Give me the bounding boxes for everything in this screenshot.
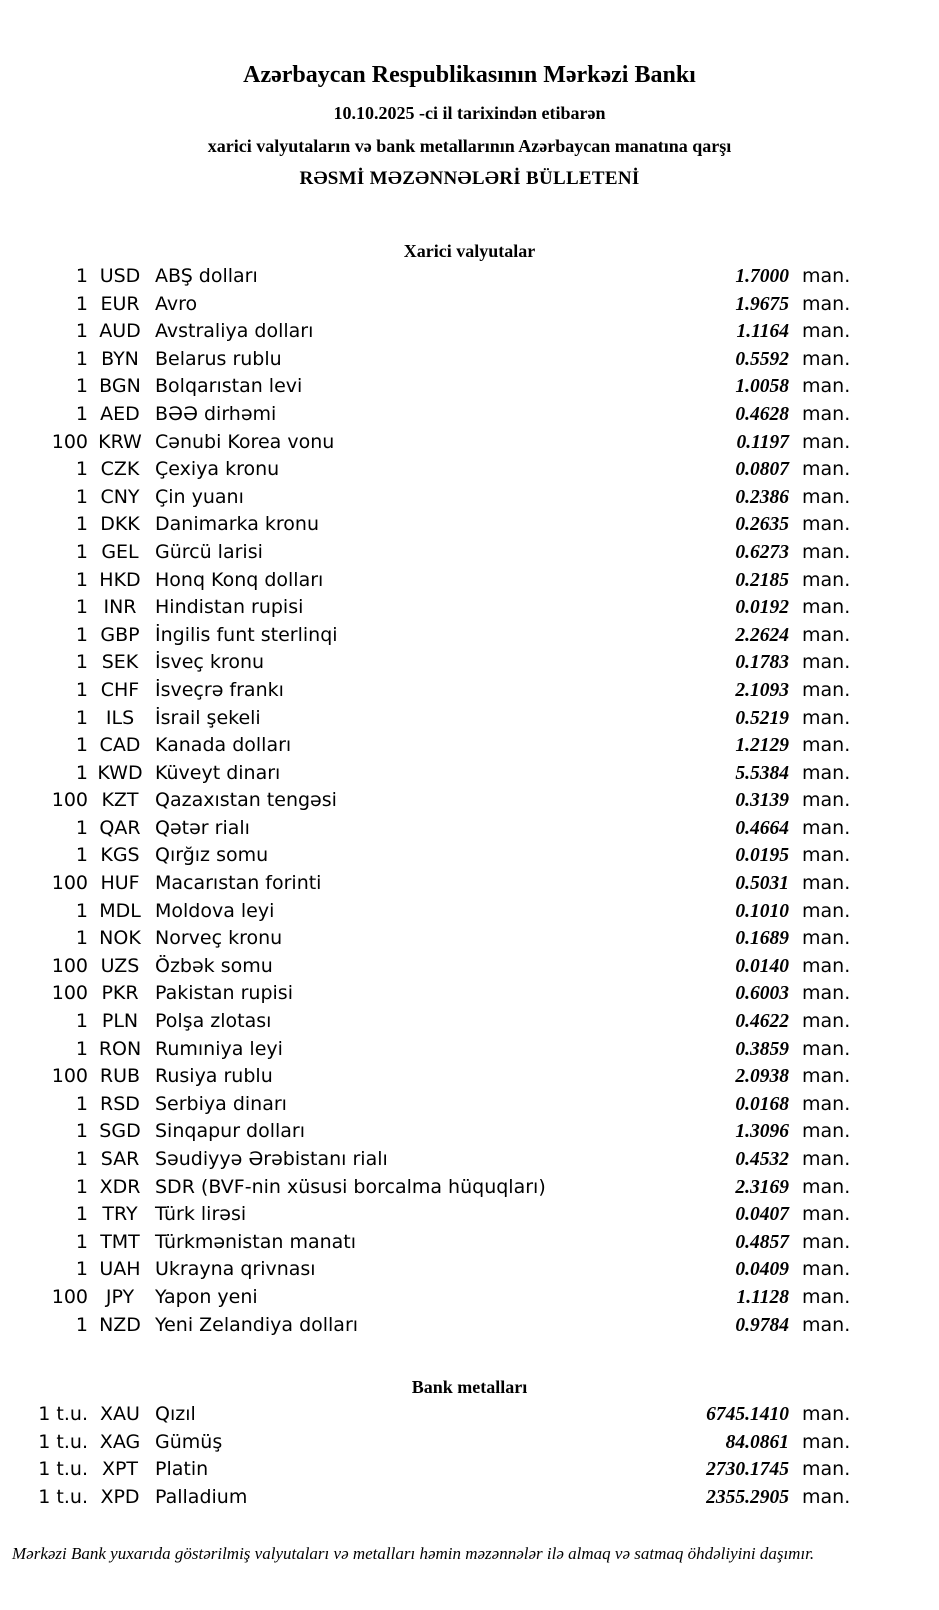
currency-rate: 0.0192 <box>735 597 789 619</box>
currency-name: Küveyt dinarı <box>155 761 281 784</box>
currency-code: QAR <box>99 816 141 839</box>
currency-quantity: 100 <box>51 1065 88 1088</box>
currency-rate: 0.4532 <box>735 1149 789 1170</box>
currency-rate: 0.9784 <box>735 1314 789 1336</box>
currency-row <box>0 953 870 981</box>
currency-row <box>0 1118 870 1146</box>
currency-rate: 1.7000 <box>735 266 789 287</box>
currency-code: INR <box>103 596 137 619</box>
metal-rate: 84.0861 <box>725 1431 789 1453</box>
currency-code: RON <box>98 1037 142 1060</box>
currency-row <box>0 787 870 815</box>
metal-name: Gümüş <box>155 1430 223 1453</box>
currency-name: Moldova leyi <box>155 899 275 922</box>
currency-rate: 0.5031 <box>735 873 789 895</box>
unit-label: man. <box>802 1430 851 1453</box>
unit-label: man. <box>802 844 851 867</box>
currency-code: KZT <box>101 789 139 812</box>
unit-label: man. <box>802 458 851 481</box>
currency-code: UZS <box>100 954 140 977</box>
metal-code: XPT <box>101 1458 139 1481</box>
currency-row <box>0 318 870 346</box>
currency-quantity: 1 <box>75 513 88 536</box>
currency-name: Pakistan rupisi <box>155 982 293 1005</box>
currency-rate: 0.1783 <box>735 652 789 674</box>
currency-rate: 0.5592 <box>735 348 789 370</box>
currency-name: BƏƏ dirhəmi <box>155 402 277 425</box>
currency-quantity: 1 <box>75 899 88 922</box>
currency-code: KRW <box>98 430 142 453</box>
currency-row <box>0 705 870 733</box>
currency-name: Rumıniya leyi <box>155 1037 283 1060</box>
unit-label: man. <box>802 1403 851 1426</box>
currency-code: DKK <box>100 513 140 536</box>
currency-rate: 5.5384 <box>735 762 789 784</box>
currency-code: AED <box>100 402 140 425</box>
currency-code: TRY <box>102 1203 138 1226</box>
unit-label: man. <box>802 651 851 674</box>
currency-code: ILS <box>105 706 135 729</box>
currency-rate: 0.4622 <box>735 1011 789 1033</box>
currency-row <box>0 484 870 512</box>
currency-rate: 1.9675 <box>735 293 789 315</box>
currency-name: Səudiyyə Ərəbistanı rialı <box>155 1148 388 1170</box>
currency-quantity: 1 <box>75 678 88 701</box>
currency-code: PKR <box>101 982 139 1005</box>
currency-code: AUD <box>99 320 141 343</box>
currency-quantity: 100 <box>51 1285 88 1308</box>
unit-label: man. <box>802 872 851 895</box>
unit-label: man. <box>802 734 851 757</box>
currency-name: İsveçrə frankı <box>155 678 284 701</box>
currency-rate: 0.0140 <box>735 955 789 977</box>
currency-name: Kanada dolları <box>155 734 292 757</box>
currency-name: Cənubi Korea vonu <box>155 430 335 453</box>
currency-quantity: 1 <box>75 1120 88 1143</box>
unit-label: man. <box>802 568 851 591</box>
currency-name: Çin yuanı <box>155 485 244 508</box>
unit-label: man. <box>802 1037 851 1060</box>
currency-rate: 0.5219 <box>735 707 789 729</box>
currency-row <box>0 1256 870 1284</box>
currency-quantity: 100 <box>51 954 88 977</box>
currency-code: RSD <box>100 1092 140 1115</box>
currency-name: Bolqarıstan levi <box>155 375 303 398</box>
metals-table <box>0 1401 939 1511</box>
currency-code: NZD <box>99 1313 141 1336</box>
currency-row <box>0 263 870 291</box>
currency-code: PLN <box>101 1010 139 1033</box>
currency-code: JPY <box>105 1285 135 1308</box>
currency-row <box>0 1091 870 1119</box>
metal-quantity: 1 t.u. <box>38 1485 88 1508</box>
unit-label: man. <box>802 402 851 425</box>
currency-quantity: 1 <box>75 265 88 287</box>
currency-quantity: 1 <box>75 458 88 481</box>
metal-row <box>0 1401 870 1429</box>
currency-rate: 2.1093 <box>735 679 789 701</box>
currency-row <box>0 1284 870 1312</box>
currency-code: CNY <box>100 485 140 508</box>
currency-name: ABŞ dolları <box>155 265 258 287</box>
currency-row <box>0 980 870 1008</box>
currency-row <box>0 760 870 788</box>
currency-quantity: 1 <box>75 761 88 784</box>
currency-row <box>0 456 870 484</box>
currency-row <box>0 925 870 953</box>
currency-quantity: 1 <box>75 734 88 757</box>
currency-rate: 0.0195 <box>735 845 789 867</box>
currency-name: Honq Konq dolları <box>155 568 324 591</box>
metal-code: XPD <box>100 1485 140 1508</box>
unit-label: man. <box>802 320 851 343</box>
currency-quantity: 1 <box>75 1230 88 1253</box>
currency-rate: 1.3096 <box>735 1121 789 1143</box>
currency-code: UAH <box>99 1258 141 1281</box>
unit-label: man. <box>802 816 851 839</box>
bank-title: Azərbaycan Respublikasının Mərkəzi Bankı <box>243 62 696 88</box>
currency-quantity: 1 <box>75 485 88 508</box>
currency-row <box>0 539 870 567</box>
currency-name: Rusiya rublu <box>155 1065 273 1088</box>
metal-name: Palladium <box>155 1485 248 1508</box>
unit-label: man. <box>802 678 851 701</box>
currency-row <box>0 373 870 401</box>
currency-code: BGN <box>99 375 141 398</box>
metal-quantity: 1 t.u. <box>38 1458 88 1481</box>
currency-row <box>0 842 870 870</box>
currency-code: XDR <box>99 1175 141 1198</box>
currency-name: Danimarka kronu <box>155 513 320 536</box>
unit-label: man. <box>802 513 851 536</box>
currency-quantity: 100 <box>51 789 88 812</box>
currency-quantity: 100 <box>51 982 88 1005</box>
bulletin-title: RƏSMİ MƏZƏNNƏLƏRİ BÜLLETENİ <box>299 168 640 189</box>
currency-rate: 0.2386 <box>735 486 789 508</box>
currency-row <box>0 898 870 926</box>
currency-code: HUF <box>100 872 140 895</box>
unit-label: man. <box>802 1203 851 1226</box>
currency-rate: 0.3859 <box>735 1038 789 1060</box>
currency-rate: 1.1128 <box>736 1286 789 1308</box>
unit-label: man. <box>802 375 851 398</box>
unit-label: man. <box>802 706 851 729</box>
effective-date-line: 10.10.2025 -ci il tarixindən etibarən <box>333 103 606 123</box>
metal-name: Qızıl <box>155 1403 196 1426</box>
currency-name: Qırğız somu <box>155 844 269 867</box>
currency-quantity: 100 <box>51 872 88 895</box>
unit-label: man. <box>802 899 851 922</box>
currency-name: Macarıstan forinti <box>155 872 322 895</box>
currency-name: SDR (BVF-nin xüsusi borcalma hüquqları) <box>155 1175 546 1198</box>
currency-rate: 1.2129 <box>735 735 789 757</box>
currency-code: CAD <box>99 734 141 757</box>
currency-name: İsrail şekeli <box>155 706 261 729</box>
currency-row <box>0 1312 870 1340</box>
metals-section-title: Bank metalları <box>411 1377 528 1398</box>
currency-code: USD <box>99 265 141 287</box>
currency-quantity: 1 <box>75 1037 88 1060</box>
currency-code: MDL <box>99 899 141 922</box>
currency-name: Gürcü larisi <box>155 540 263 563</box>
currency-quantity: 1 <box>75 347 88 370</box>
currency-quantity: 1 <box>75 816 88 839</box>
currency-name: Özbək somu <box>155 954 273 977</box>
currency-code: GBP <box>100 623 140 646</box>
currency-name: Avro <box>155 292 198 315</box>
currency-rate: 0.2185 <box>735 569 789 591</box>
currency-quantity: 1 <box>75 402 88 425</box>
currency-row <box>0 1229 870 1257</box>
currency-row <box>0 677 870 705</box>
currency-name: Qətər rialı <box>155 816 250 839</box>
unit-label: man. <box>802 1175 851 1198</box>
currency-quantity: 1 <box>75 596 88 619</box>
currency-code: SGD <box>99 1120 141 1143</box>
metal-rate: 2730.1745 <box>706 1459 789 1481</box>
metal-quantity: 1 t.u. <box>38 1430 88 1453</box>
unit-label: man. <box>802 1092 851 1115</box>
currency-quantity: 1 <box>75 1313 88 1336</box>
currency-name: Polşa zlotası <box>155 1010 272 1033</box>
unit-label: man. <box>802 1485 851 1508</box>
currency-rate: 0.0168 <box>735 1093 789 1115</box>
currency-name: İsveç kronu <box>155 651 265 674</box>
currency-row <box>0 401 870 429</box>
currency-quantity: 1 <box>75 1203 88 1226</box>
currency-rate: 0.1689 <box>735 928 789 950</box>
metal-row <box>0 1429 870 1457</box>
unit-label: man. <box>802 1065 851 1088</box>
currency-rate: 0.3139 <box>735 790 789 812</box>
unit-label: man. <box>802 1458 851 1481</box>
unit-label: man. <box>802 927 851 950</box>
currency-row <box>0 870 870 898</box>
currency-row <box>0 1063 870 1091</box>
unit-label: man. <box>802 982 851 1005</box>
unit-label: man. <box>802 954 851 977</box>
currency-rate: 0.4664 <box>735 817 789 839</box>
currency-rate: 0.1197 <box>736 431 789 453</box>
unit-label: man. <box>802 485 851 508</box>
unit-label: man. <box>802 292 851 315</box>
currency-rate: 2.0938 <box>735 1066 789 1088</box>
currency-quantity: 1 <box>75 623 88 646</box>
currency-quantity: 1 <box>75 568 88 591</box>
currency-code: KGS <box>100 844 140 867</box>
currency-code: SAR <box>100 1148 140 1170</box>
currency-quantity: 1 <box>75 1175 88 1198</box>
currency-row <box>0 594 870 622</box>
currency-code: BYN <box>101 347 139 370</box>
currency-row <box>0 732 870 760</box>
currency-rate: 0.6003 <box>735 983 789 1005</box>
currency-code: NOK <box>99 927 141 950</box>
currency-code: TMT <box>100 1230 140 1253</box>
unit-label: man. <box>802 761 851 784</box>
unit-label: man. <box>802 540 851 563</box>
unit-label: man. <box>802 1313 851 1336</box>
currency-rate: 0.6273 <box>735 541 789 563</box>
currency-name: Ukrayna qrivnası <box>155 1258 316 1281</box>
currency-row <box>0 1008 870 1036</box>
currency-row <box>0 291 870 319</box>
currency-name: Qazaxıstan tengəsi <box>155 789 337 812</box>
subtitle-line: xarici valyutaların və bank metallarının Azərbaycan manatına qarşı <box>207 136 732 156</box>
currency-quantity: 1 <box>75 375 88 398</box>
unit-label: man. <box>802 1230 851 1253</box>
currency-quantity: 1 <box>75 1092 88 1115</box>
currency-quantity: 1 <box>75 1258 88 1281</box>
currency-rate: 0.4857 <box>735 1231 789 1253</box>
unit-label: man. <box>802 430 851 453</box>
currency-row <box>0 429 870 457</box>
currency-code: GEL <box>101 540 139 563</box>
currency-name: Türkmənistan manatı <box>155 1230 357 1253</box>
currency-name: Sinqapur dolları <box>155 1120 306 1143</box>
currency-name: Türk lirəsi <box>155 1203 247 1226</box>
metal-rate: 6745.1410 <box>706 1404 789 1426</box>
unit-label: man. <box>802 265 851 287</box>
currency-name: Norveç kronu <box>155 927 283 950</box>
currency-code: KWD <box>97 761 143 784</box>
currency-row <box>0 649 870 677</box>
metal-code: XAG <box>99 1430 141 1453</box>
currency-table <box>0 263 939 1339</box>
metal-row <box>0 1484 870 1512</box>
currency-name: Belarus rublu <box>155 347 282 370</box>
unit-label: man. <box>802 623 851 646</box>
metal-row <box>0 1456 870 1484</box>
currency-code: HKD <box>99 568 141 591</box>
currency-rate: 0.0409 <box>735 1259 789 1281</box>
unit-label: man. <box>802 1120 851 1143</box>
currency-quantity: 1 <box>75 1010 88 1033</box>
currency-row <box>0 511 870 539</box>
currency-rate: 0.1010 <box>735 900 789 922</box>
currency-rate: 1.0058 <box>735 376 789 398</box>
currency-row <box>0 815 870 843</box>
currency-row <box>0 622 870 650</box>
currency-row <box>0 1036 870 1064</box>
currency-quantity: 1 <box>75 1148 88 1170</box>
currency-quantity: 1 <box>75 292 88 315</box>
currency-row <box>0 346 870 374</box>
currency-rate: 2.2624 <box>735 624 789 646</box>
metal-name: Platin <box>155 1458 209 1481</box>
currency-quantity: 1 <box>75 540 88 563</box>
footer-note: Mərkəzi Bank yuxarıda göstərilmiş valyutaları və metalları həmin məzənnələr ilə almaq və satmaq öhdəliyini daşımır. <box>12 1543 815 1563</box>
unit-label: man. <box>802 789 851 812</box>
currency-row <box>0 1146 870 1174</box>
unit-label: man. <box>802 596 851 619</box>
unit-label: man. <box>802 1010 851 1033</box>
currency-rate: 1.1164 <box>736 321 789 343</box>
unit-label: man. <box>802 1258 851 1281</box>
unit-label: man. <box>802 1148 851 1170</box>
currency-name: Yapon yeni <box>155 1285 258 1308</box>
unit-label: man. <box>802 1285 851 1308</box>
currency-rate: 0.0407 <box>735 1204 789 1226</box>
currency-name: Çexiya kronu <box>155 458 280 481</box>
currency-name: Yeni Zelandiya dolları <box>155 1313 359 1336</box>
currency-row <box>0 567 870 595</box>
currency-name: Avstraliya dolları <box>155 320 314 343</box>
unit-label: man. <box>802 347 851 370</box>
currency-code: SEK <box>101 651 139 674</box>
currency-code: CHF <box>100 678 140 701</box>
currency-row <box>0 1201 870 1229</box>
metal-code: XAU <box>100 1403 140 1426</box>
currency-rate: 0.0807 <box>735 459 789 481</box>
currency-rate: 2.3169 <box>735 1176 789 1198</box>
currencies-section-title: Xarici valyutalar <box>403 241 536 261</box>
currency-quantity: 1 <box>75 651 88 674</box>
currency-quantity: 1 <box>75 927 88 950</box>
currency-rate: 0.4628 <box>735 403 789 425</box>
metal-quantity: 1 t.u. <box>38 1403 88 1426</box>
currency-quantity: 1 <box>75 844 88 867</box>
currency-quantity: 1 <box>75 706 88 729</box>
currency-name: Serbiya dinarı <box>155 1092 287 1115</box>
currency-name: Hindistan rupisi <box>155 596 304 619</box>
currency-code: CZK <box>100 458 140 481</box>
currency-row <box>0 1174 870 1202</box>
currency-quantity: 1 <box>75 320 88 343</box>
metal-rate: 2355.2905 <box>706 1486 789 1508</box>
currency-quantity: 100 <box>51 430 88 453</box>
currency-code: EUR <box>100 292 140 315</box>
currency-rate: 0.2635 <box>735 514 789 536</box>
currency-code: RUB <box>99 1065 141 1088</box>
currency-name: İngilis funt sterlinqi <box>155 623 338 646</box>
